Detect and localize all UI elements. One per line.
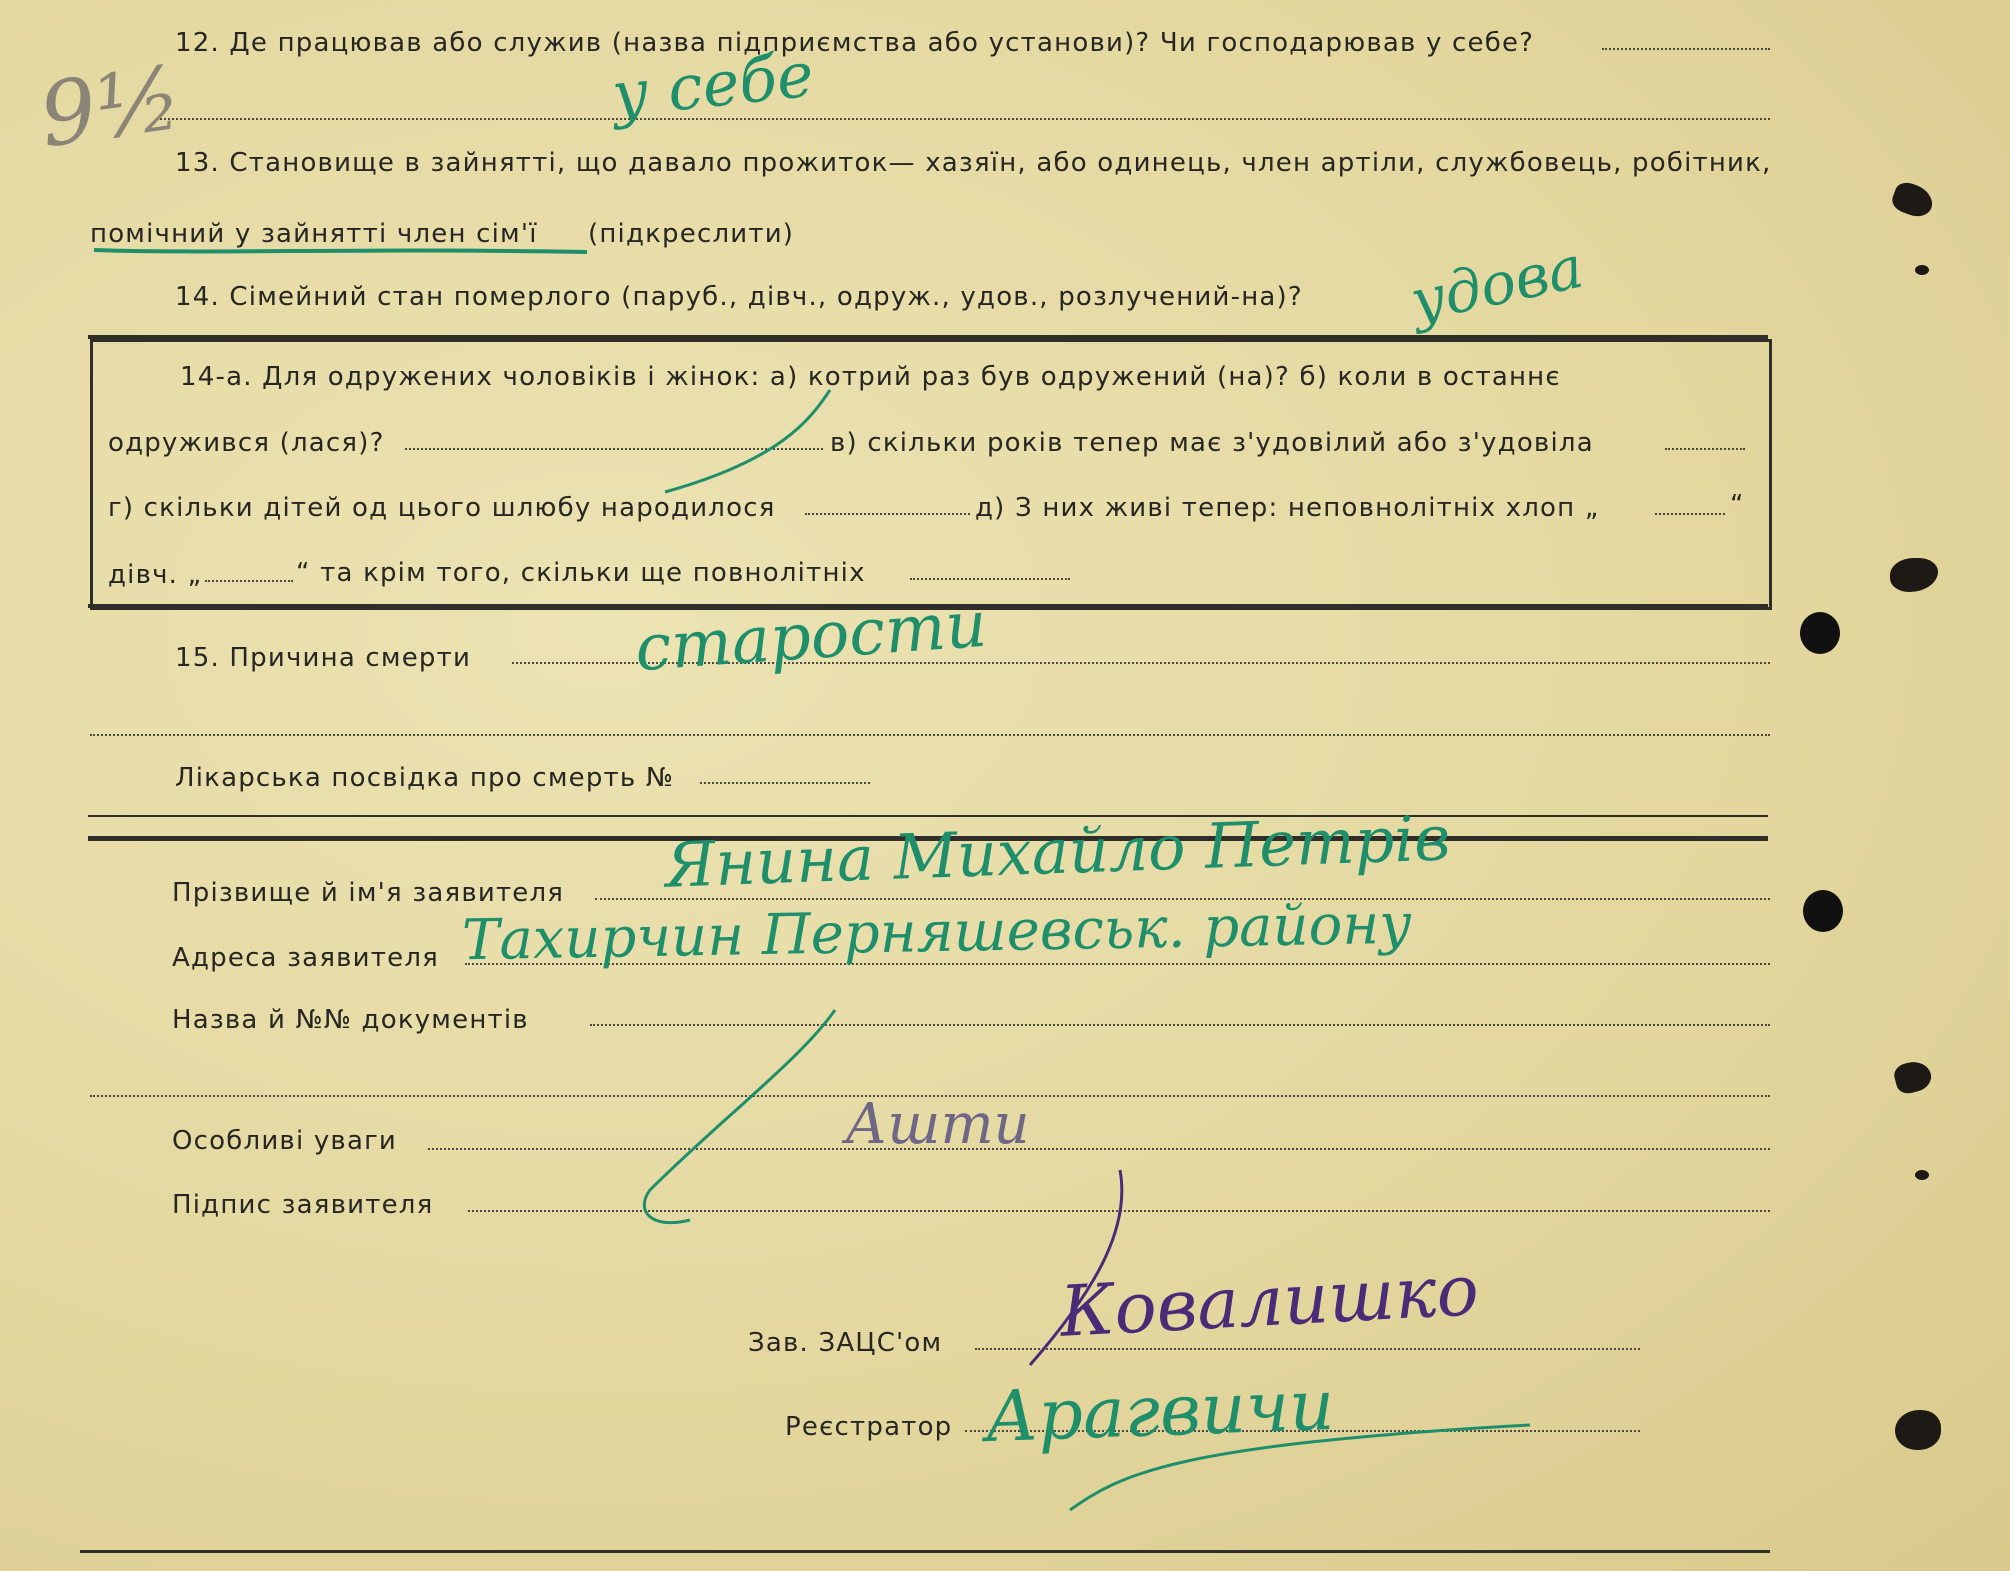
binder-hole-2	[1803, 890, 1843, 932]
registrar-signature: Арагвичи	[983, 1363, 1336, 1459]
q14a-line4a: дівч. „	[108, 560, 203, 590]
q12-dotline-1	[1602, 48, 1770, 50]
registrar-label: Реєстратор	[785, 1412, 953, 1442]
q14a-dotline-boys	[1655, 513, 1725, 515]
q12-label: 12. Де працював або служив (назва підприємства або установи)? Чи господарював у себе?	[175, 28, 1535, 58]
q13-tail: (підкреслити)	[588, 219, 795, 249]
applicant-name-label: Прізвище й ім'я заявителя	[172, 878, 565, 908]
binder-hole-1	[1800, 612, 1840, 654]
applicant-notes-label: Особливі уваги	[172, 1126, 398, 1156]
q14a-dotline-adults	[910, 578, 1070, 580]
applicant-name-value: Янина Михайло Петрів	[663, 801, 1452, 902]
registrar-signature-flourish	[1060, 1405, 1540, 1525]
q14a-dotline-girls	[205, 580, 293, 582]
tear-mark-1	[1889, 179, 1937, 221]
tear-mark-5	[1915, 265, 1929, 275]
applicant-docs-label: Назва й №№ документів	[172, 1005, 529, 1035]
q14a-line3b: д) З них живі тепер: неповнолітніх хлоп „	[975, 493, 1600, 523]
q15-label: 15. Причина смерти	[175, 643, 472, 673]
q14a-line2b: в) скільки років тепер має з'удовілий або з'удовіла	[830, 428, 1594, 458]
applicant-address-label: Адреса заявителя	[172, 943, 439, 973]
applicant-address-value: Тахирчин Перняшевськ. району	[461, 891, 1413, 974]
head-signature-flourish	[1020, 1165, 1140, 1375]
medical-dotline	[700, 782, 870, 784]
q15-dotline-2	[90, 734, 1770, 736]
applicant-signature-label: Підпис заявителя	[172, 1190, 434, 1220]
q14a-line1: 14-а. Для одружених чоловіків і жінок: а) котрий раз був одружений (на)? б) коли в останнє	[180, 362, 1561, 392]
q13-underlined-option: помічний у зайнятті член сім'ї	[90, 219, 538, 249]
tear-mark-6	[1915, 1170, 1929, 1180]
applicant-notes-value: Ашти	[845, 1092, 1030, 1157]
q14-label: 14. Сімейний стан померлого (паруб., дівч., одруж., удов., розлучений-на)?	[175, 282, 1303, 312]
q15-answer: старости	[632, 587, 990, 687]
tear-mark-3	[1892, 1058, 1935, 1096]
applicant-strike-mark	[630, 1000, 850, 1240]
bottom-rule	[80, 1550, 1770, 1553]
q13-underline-stroke	[92, 244, 592, 260]
head-of-registry-signature: Ковалишко	[1058, 1249, 1481, 1353]
q14a-dotline-widow-years	[1665, 448, 1745, 450]
q14a-line4b: “ та крім того, скільки ще повнолітніх	[296, 558, 866, 588]
q14a-line3a: г) скільки дітей од цього шлюбу народилося	[108, 493, 776, 523]
separator-rule-thin	[88, 815, 1768, 817]
q14a-line2a: одружився (лася)?	[108, 428, 385, 458]
q14a-line3c: “	[1730, 490, 1745, 520]
q13-line1: 13. Становище в зайнятті, що давало прожиток— хазяїн, або одинець, член артіли, службовець, робітник,	[175, 148, 1772, 178]
q12-answer: у себе	[608, 37, 817, 132]
tear-mark-4	[1895, 1410, 1941, 1450]
q12-dotline-2	[160, 118, 1770, 120]
margin-mark: 9½	[33, 45, 188, 168]
q14a-dotline-children	[805, 513, 970, 515]
medical-certificate-label: Лікарська посвідка про смерть №	[175, 763, 675, 793]
head-of-registry-label: Зав. ЗАЦС'ом	[748, 1328, 943, 1358]
q14-answer: удова	[1404, 232, 1589, 336]
q14a-strike-mark	[660, 380, 860, 500]
tear-mark-2	[1890, 558, 1938, 592]
